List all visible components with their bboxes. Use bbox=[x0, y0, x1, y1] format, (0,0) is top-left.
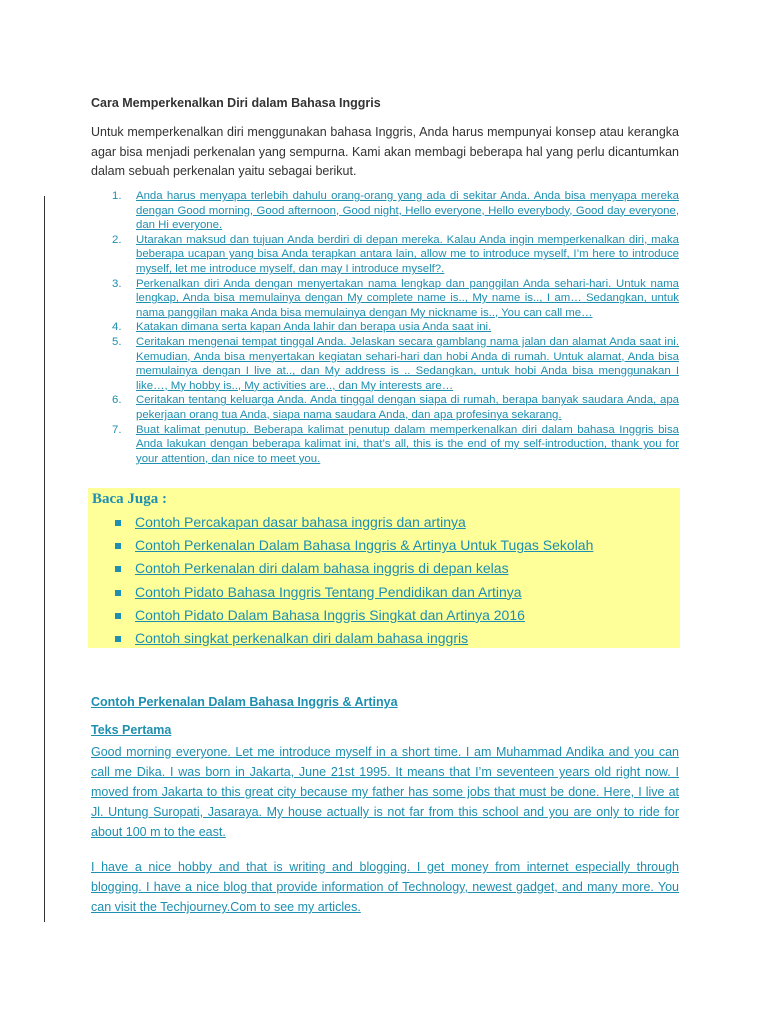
baca-juga-list bbox=[88, 511, 593, 650]
step-text[interactable]: Katakan dimana serta kapan Anda lahir dan berapa usia Anda saat ini. bbox=[136, 321, 492, 334]
related-link[interactable]: Contoh Perkenalan diri dalam bahasa inggris di depan kelas bbox=[135, 560, 509, 577]
step-text[interactable]: Anda harus menyapa terlebih dahulu orang-orang yang ada di sekitar Anda. Anda bisa menyapa mereka dengan Good morning, Good afternoon, Good night, Hello everyone, Hello everybody, Good day everyone, dan Hi everyone. bbox=[136, 190, 679, 232]
related-link[interactable]: Contoh Pidato Dalam Bahasa Inggris Singkat dan Artinya 2016 bbox=[135, 606, 525, 623]
subsection-title[interactable]: Teks Pertama bbox=[91, 723, 172, 737]
list-item[interactable] bbox=[88, 627, 593, 650]
step-text[interactable]: Ceritakan mengenai tempat tinggal Anda. Jelaskan secara gamblang nama jalan dan alamat Anda saat ini. Kemudian, Anda bisa menyertakan kegiatan sehari-hari dan hobi Anda di rumah. Untuk alamat, Anda bisa memulainya dengan I live at.., dan My address is .. Sedangkan, untuk hobi Anda bisa menggunakan I like…, My hobby is.., My activities are.., dan My interests are… bbox=[136, 335, 679, 392]
square-bullet-icon bbox=[115, 613, 121, 619]
list-item[interactable] bbox=[108, 393, 679, 422]
square-bullet-icon bbox=[115, 590, 121, 596]
step-number: 1. bbox=[112, 190, 122, 202]
step-text[interactable]: Perkenalkan diri Anda dengan menyertakan nama lengkap dan panggilan Anda sehari-hari. Untuk nama lengkap, Anda bisa memulainya dengan My complete name is.., My name is.., I am… Sedangkan, untuk nama panggilan maka Anda bisa memulainya dengan My nickname is.., You can call me… bbox=[136, 277, 679, 319]
related-link[interactable]: Contoh Percakapan dasar bahasa inggris dan artinya bbox=[135, 514, 466, 530]
list-item[interactable] bbox=[108, 320, 679, 335]
margin-line bbox=[44, 196, 45, 922]
list-item[interactable] bbox=[88, 534, 593, 557]
list-item[interactable] bbox=[108, 277, 679, 321]
list-item[interactable] bbox=[88, 511, 593, 534]
related-link[interactable]: Contoh Perkenalan Dalam Bahasa Inggris & Artinya Untuk Tugas Sekolah bbox=[135, 537, 594, 554]
square-bullet-icon bbox=[115, 520, 121, 526]
step-number: 4. bbox=[112, 321, 122, 334]
step-number: 6. bbox=[112, 394, 122, 407]
square-bullet-icon bbox=[115, 566, 121, 572]
list-item[interactable] bbox=[108, 335, 679, 393]
document-title: Cara Memperkenalkan Diri dalam Bahasa Inggris bbox=[91, 96, 381, 110]
list-item[interactable] bbox=[108, 189, 679, 233]
step-text[interactable]: Buat kalimat penutup. Beberapa kalimat penutup dalam memperkenalkan diri dalam bahasa Inggris bisa Anda lakukan dengan beberapa kalimat ini, that’s all, this is the end of my self-introduction, thank you for your attention, dan nice to meet you. bbox=[136, 423, 679, 465]
list-item[interactable] bbox=[88, 557, 593, 580]
list-item[interactable] bbox=[88, 604, 593, 627]
steps-list bbox=[108, 189, 679, 466]
step-text[interactable]: Utarakan maksud dan tujuan Anda berdiri di depan mereka. Kalau Anda ingin memperkenalkan diri, maka beberapa ucapan yang bisa Anda terapkan antara lain, allow me to introduce myself, I’m here to introduce myself, let me introduce myself, dan may I introduce myself?. bbox=[136, 233, 679, 275]
intro-paragraph: Untuk memperkenalkan diri menggunakan bahasa Inggris, Anda harus mempunyai konsep atau kerangka agar bisa menjadi perkenalan yang sempurna. Kami akan membagi beberapa hal yang perlu dicantumkan dalam sebuah perkenalan yaitu sebagai berikut. bbox=[91, 125, 679, 178]
list-item[interactable] bbox=[108, 423, 679, 467]
list-item[interactable] bbox=[108, 233, 679, 277]
baca-juga-box bbox=[88, 488, 680, 648]
square-bullet-icon bbox=[115, 543, 121, 549]
body-paragraph[interactable]: I have a nice hobby and that is writing and blogging. I get money from internet especially through blogging. I have a nice blog that provide information of Technology, newest gadget, and many more. You can visit the Techjourney.Com to see my articles. bbox=[91, 860, 679, 914]
body-paragraph[interactable]: Good morning everyone. Let me introduce myself in a short time. I am Muhammad Andika and you can call me Dika. I was born in Jakarta, June 21st 1995. It means that I’m seventeen years old right now. I moved from Jakarta to this great city because my father has some jobs that must be done. Here, I live at Jl. Untung Suropati, Jasaraya. My house actually is not far from this school and you are only to ride for about 100 m to the east. bbox=[91, 745, 679, 839]
step-number: 2. bbox=[112, 233, 122, 246]
list-item[interactable] bbox=[88, 581, 593, 604]
section-title[interactable]: Contoh Perkenalan Dalam Bahasa Inggris & Artinya bbox=[91, 695, 398, 709]
square-bullet-icon bbox=[115, 636, 121, 642]
step-number: 3. bbox=[112, 277, 122, 290]
step-text[interactable]: Ceritakan tentang keluarga Anda. Anda tinggal dengan siapa di rumah, berapa banyak saudara Anda, apa pekerjaan orang tua Anda, siapa nama saudara Anda, dan apa profesinya sekarang. bbox=[136, 394, 679, 421]
step-number: 5. bbox=[112, 335, 122, 348]
baca-juga-title: Baca Juga : bbox=[92, 491, 167, 507]
related-link[interactable]: Contoh singkat perkenalkan diri dalam bahasa inggris bbox=[135, 629, 469, 646]
related-link[interactable]: Contoh Pidato Bahasa Inggris Tentang Pendidikan dan Artinya bbox=[135, 583, 522, 600]
step-number: 7. bbox=[112, 423, 122, 436]
